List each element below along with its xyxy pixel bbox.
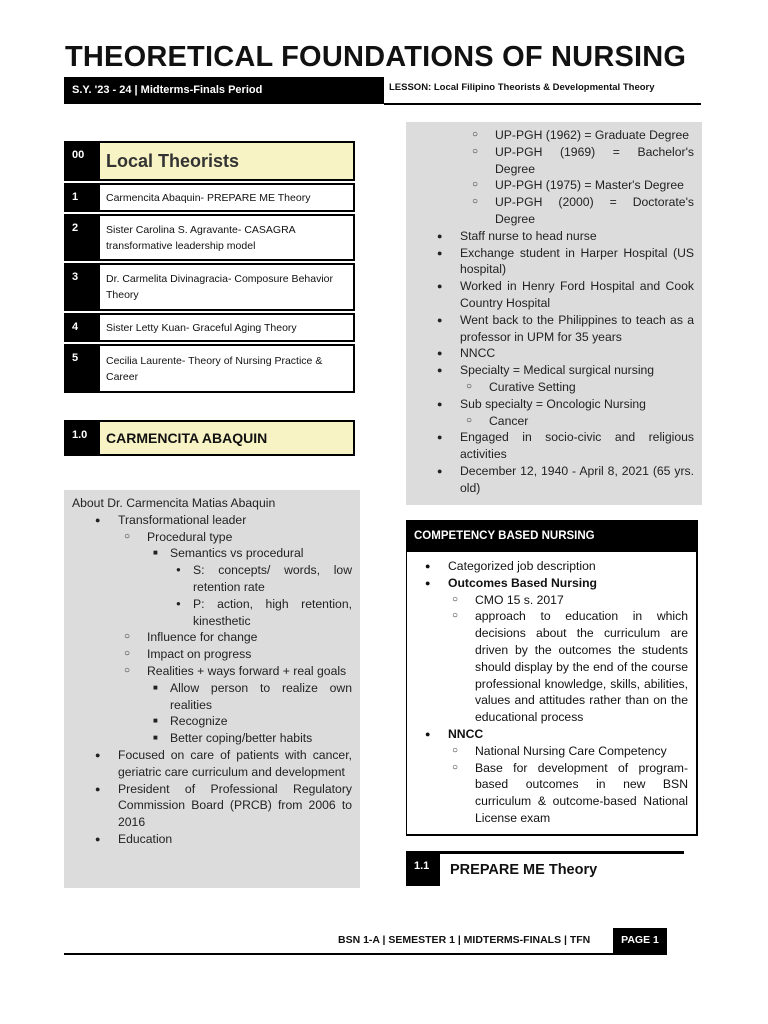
list-item: ● Staff nurse to head nurse xyxy=(414,228,694,245)
list-item: ○ Influence for change xyxy=(118,629,352,646)
toc-number: 5 xyxy=(64,344,98,393)
toc-row xyxy=(64,183,355,212)
toc-row xyxy=(64,214,355,261)
list-item: ● S: concepts/ words, low retention rate xyxy=(170,562,352,596)
list-item: ● December 12, 1940 - April 8, 2021 (65 yrs. old) xyxy=(414,463,694,497)
list-item xyxy=(147,545,352,629)
list-item-text: Transformational leader xyxy=(118,512,247,527)
list-item-text: Realities + ways forward + real goals xyxy=(147,663,347,678)
list-item xyxy=(414,127,694,228)
toc-number: 2 xyxy=(64,214,98,261)
list-item: ○ National Nursing Care Competency xyxy=(446,743,688,760)
list-item: ● Engaged in socio-civic and religious activities xyxy=(414,429,694,463)
list-item: ■ Recognize xyxy=(147,713,352,730)
header-divider xyxy=(384,103,701,105)
lesson-label: LESSON: Local Filipino Theorists & Developmental Theory xyxy=(389,82,655,93)
toc-heading: Local Theorists xyxy=(98,141,355,181)
section-heading-abaquin xyxy=(64,420,355,456)
toc-header-row xyxy=(64,141,355,181)
section-title: PREPARE ME Theory xyxy=(440,851,684,886)
list-item xyxy=(72,512,352,747)
list-item: ● Education xyxy=(72,831,352,848)
list-item: ○ Curative Setting xyxy=(460,379,694,396)
footer-divider xyxy=(64,953,667,955)
list-item: ■ Better coping/better habits xyxy=(147,730,352,747)
toc-number: 1 xyxy=(64,183,98,212)
list-item: ● President of Professional Regulatory Commission Board (PRCB) from 2006 to 2016 xyxy=(72,781,352,831)
list-item: ● Went back to the Philippines to teach as a professor in UPM for 35 years xyxy=(414,312,694,346)
toc-item: Dr. Carmelita Divinagracia- Composure Behavior Theory xyxy=(98,263,355,311)
list-item: ○ approach to education in which decisions about the curriculum are driven by the outcomes the students should display by the end of the course professional knowledge, skills, abilities, values and attitudes rather than on the educational process xyxy=(446,608,688,726)
toc-item: Sister Carolina S. Agravante- CASAGRA transformative leadership model xyxy=(98,214,355,261)
competency-box xyxy=(406,520,698,836)
list-item: ○ UP-PGH (1975) = Master's Degree xyxy=(466,177,694,194)
section-title: CARMENCITA ABAQUIN xyxy=(98,420,355,456)
list-item: ○ UP-PGH (1962) = Graduate Degree xyxy=(466,127,694,144)
list-item: ● Exchange student in Harper Hospital (US hospital) xyxy=(414,245,694,279)
page-title: THEORETICAL FOUNDATIONS OF NURSING xyxy=(65,41,687,73)
list-item: ○ Cancer xyxy=(460,413,694,430)
toc-number: 4 xyxy=(64,313,98,342)
list-item: ■ Allow person to realize own realities xyxy=(147,680,352,714)
list-item: ○ CMO 15 s. 2017 xyxy=(446,592,688,609)
list-item xyxy=(414,362,694,396)
list-item-text: NNCC xyxy=(448,726,484,741)
period-banner: S.Y. '23 - 24 | Midterms-Finals Period xyxy=(64,77,384,104)
toc-row xyxy=(64,263,355,311)
list-item-text: Specialty = Medical surgical nursing xyxy=(460,363,655,378)
section-number: 1.1 xyxy=(406,851,440,886)
list-item: ○ UP-PGH (2000) = Doctorate's Degree xyxy=(466,194,694,228)
toc-item: Carmencita Abaquin- PREPARE ME Theory xyxy=(98,183,355,212)
list-item-text: Outcomes Based Nursing xyxy=(448,575,597,590)
toc-item: Sister Letty Kuan- Graceful Aging Theory xyxy=(98,313,355,342)
local-theorists-table xyxy=(64,141,355,395)
competency-heading: COMPETENCY BASED NURSING xyxy=(407,521,696,552)
list-item xyxy=(414,396,694,430)
about-abaquin-box xyxy=(64,490,360,888)
about-heading: About Dr. Carmencita Matias Abaquin xyxy=(72,496,276,510)
list-item-text: Procedural type xyxy=(147,529,233,544)
section-number: 1.0 xyxy=(64,420,98,456)
list-item: ○ UP-PGH (1969) = Bachelor's Degree xyxy=(466,144,694,178)
list-item: ○ Impact on progress xyxy=(118,646,352,663)
toc-row xyxy=(64,313,355,342)
list-item: ● P: action, high retention, kinesthetic xyxy=(170,596,352,630)
footer-label: BSN 1-A | SEMESTER 1 | MIDTERMS-FINALS | TFN xyxy=(338,934,591,946)
list-item xyxy=(118,529,352,630)
toc-number: 3 xyxy=(64,263,98,311)
list-item xyxy=(402,726,688,827)
list-item: ● Categorized job description xyxy=(402,558,688,575)
list-item: ● NNCC xyxy=(414,345,694,362)
list-item-text: Sub specialty = Oncologic Nursing xyxy=(460,396,646,411)
toc-item: Cecilia Laurente- Theory of Nursing Practice & Career xyxy=(98,344,355,393)
page-number: PAGE 1 xyxy=(613,928,667,953)
list-item: ○ Base for development of program-based outcomes in new BSN curriculum & outcome-based National License exam xyxy=(446,760,688,827)
toc-row xyxy=(64,344,355,393)
list-item xyxy=(118,663,352,747)
list-item xyxy=(402,575,688,726)
list-item-text: Semantics vs procedural xyxy=(170,546,304,561)
section-heading-prepare-me xyxy=(406,851,684,886)
list-item: ● Focused on care of patients with cancer, geriatric care curriculum and development xyxy=(72,747,352,781)
education-box xyxy=(406,122,702,505)
toc-number: 00 xyxy=(64,141,98,181)
list-item: ● Worked in Henry Ford Hospital and Cook Country Hospital xyxy=(414,278,694,312)
